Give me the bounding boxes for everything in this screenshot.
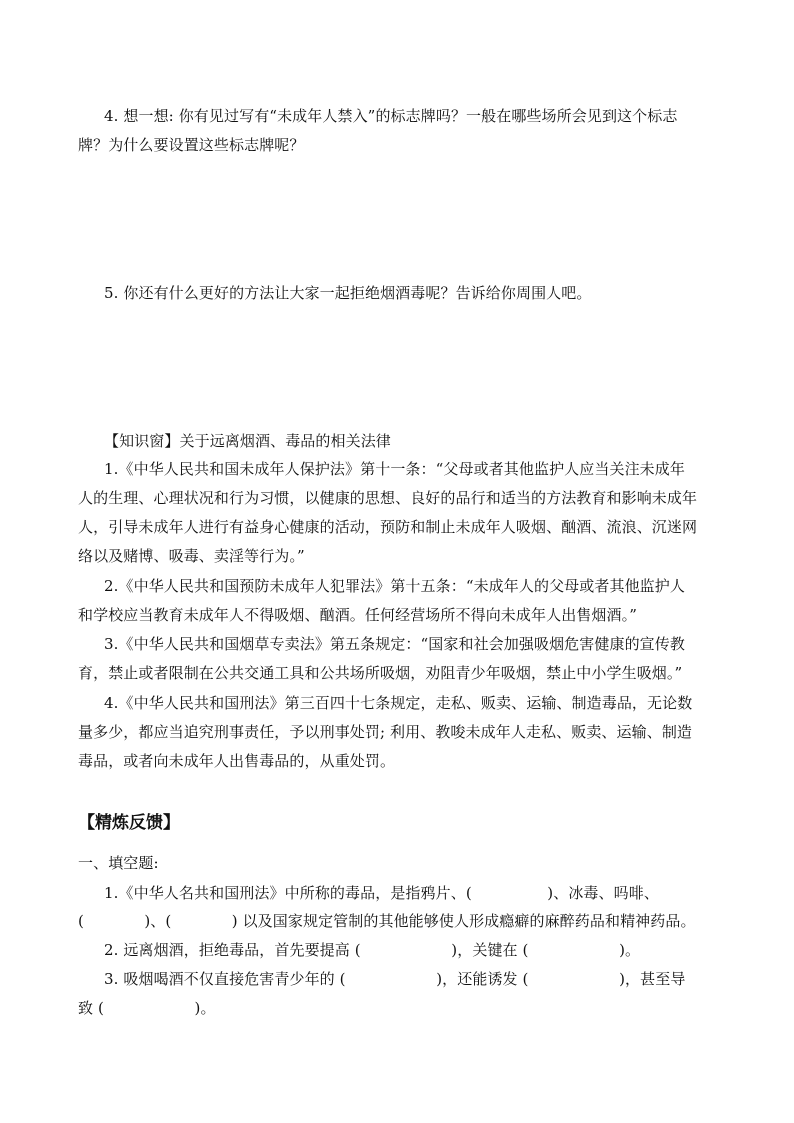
question-5-line-1: 5. 你还有什么更好的方法让大家一起拒绝烟酒毒呢？告诉给你周围人吧。: [104, 284, 592, 302]
law-item-2-line-2: 和学校应当教育未成年人不得吸烟、酗酒。任何经营场所不得向未成年人出售烟酒。”: [78, 606, 637, 624]
law-item-4-line-2: 量多少，都应当追究刑事责任，予以刑事处罚; 利用、教唆未成年人走私、贩卖、运输、制造: [78, 723, 693, 741]
fill-question-3-line-1: 3. 吸烟喝酒不仅直接危害青少年的 ( )，还能诱发 ( )，甚至导: [104, 970, 686, 988]
law-item-1-line-4: 络以及赌博、吸毒、卖淫等行为。”: [78, 547, 305, 565]
law-item-1-line-3: 人，引导未成年人进行有益身心健康的活动，预防和制止未成年人吸烟、酗酒、流浪、沉迷网: [78, 518, 698, 536]
feedback-heading: 【精炼反馈】: [78, 813, 180, 833]
question-4-line-2: 牌？为什么要设置这些标志牌呢？: [78, 136, 305, 154]
law-item-1-line-2: 人的生理、心理状况和行为习惯，以健康的思想、良好的品行和适当的方法教育和影响未成年: [78, 489, 698, 507]
law-item-2-line-1: 2.《中华人民共和国预防未成年人犯罪法》第十五条：“未成年人的父母或者其他监护人: [104, 577, 685, 595]
law-item-3-line-1: 3.《中华人民共和国烟草专卖法》第五条规定：“国家和社会加强吸烟危害健康的宣传教: [104, 635, 685, 653]
law-item-1-line-1: 1.《中华人民共和国未成年人保护法》第十一条：“父母或者其他监护人应当关注未成年: [104, 460, 685, 478]
fill-question-2-line-1: 2. 远离烟酒，拒绝毒品，首先要提高 ( )，关键在 ( )。: [104, 941, 641, 959]
fill-question-3-line-2: 致 ( )。: [78, 999, 216, 1017]
fill-question-1-line-2: ( )、( ) 以及国家规定管制的其他能够使人形成瘾癖的麻醉药品和精神药品。: [78, 912, 696, 930]
law-item-4-line-1: 4.《中华人民共和国刑法》第三百四十七条规定，走私、贩卖、运输、制造毒品，无论数: [104, 694, 693, 712]
law-item-3-line-2: 育，禁止或者限制在公共交通工具和公共场所吸烟，劝阻青少年吸烟，禁止中小学生吸烟。”: [78, 664, 683, 682]
fill-question-1-line-1: 1.《中华人名共和国刑法》中所称的毒品，是指鸦片、( )、冰毒、吗啡、: [104, 884, 659, 902]
fill-in-blank-section-title: 一、填空题:: [78, 854, 159, 872]
knowledge-window-title: 【知识窗】关于远离烟酒、毒品的相关法律: [104, 432, 391, 450]
question-4-line-1: 4. 想一想: 你有见过写有“未成年人禁入”的标志牌吗？一般在哪些场所会见到这个标志: [104, 107, 678, 125]
law-item-4-line-3: 毒品，或者向未成年人出售毒品的，从重处罚。: [78, 752, 396, 770]
